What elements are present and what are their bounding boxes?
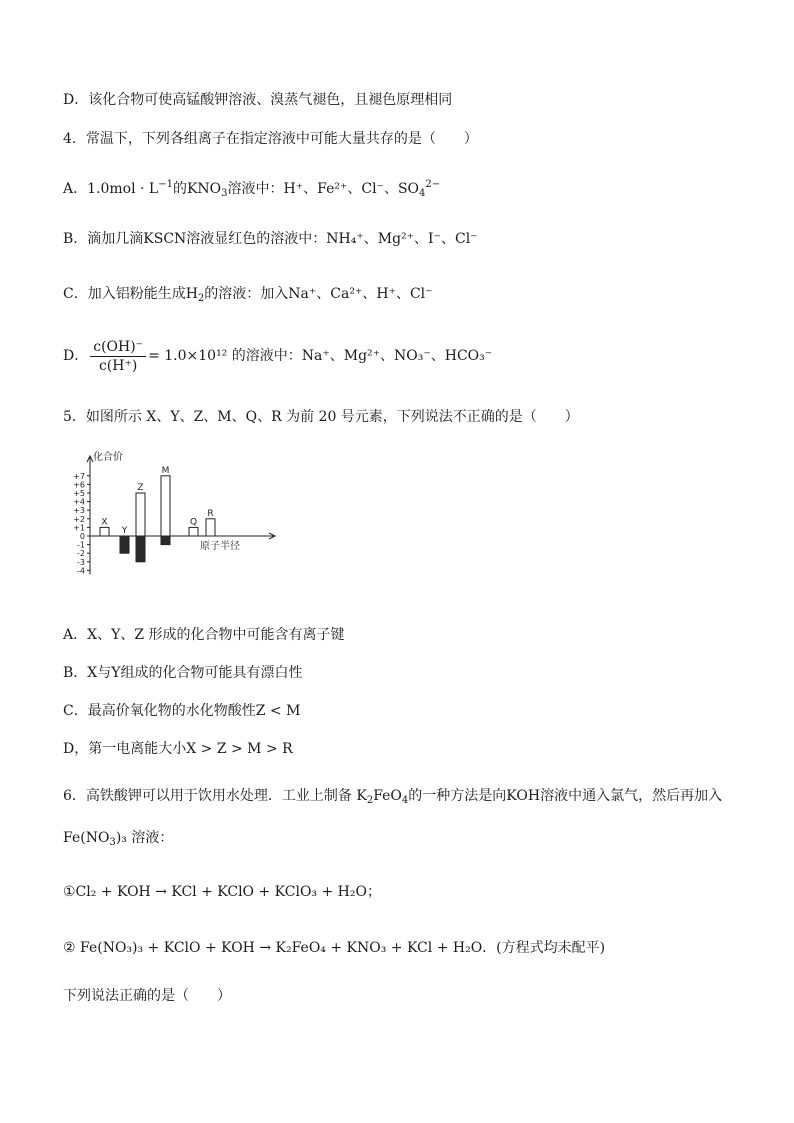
valence-radius-chart (60, 448, 300, 606)
q4-a-so4-sup: 2− (425, 179, 441, 190)
y-tick-label: +2 (73, 514, 85, 524)
bar-label-y: Y (121, 526, 128, 536)
q4-a-sub: 3 (221, 188, 228, 199)
q6-equation-1: ①Cl₂ + KOH → KCl + KClO + KClO₃ + H₂O； (63, 884, 381, 900)
y-tick-label: +1 (73, 523, 85, 533)
bar-positive-q (189, 527, 198, 536)
q4-a-mid: 的KNO (172, 181, 222, 197)
y-tick-label: +7 (73, 471, 85, 481)
q4-a-rest: 溶液中：H⁺、Fe²⁺、Cl⁻、SO (227, 181, 420, 197)
y-tick-label: +6 (73, 480, 85, 490)
q4-a-exp: −1 (158, 179, 173, 190)
q6-stem-mid: FeO (373, 788, 402, 804)
q5-option-b: B．X与Y组成的化合物可能具有漂白性 (63, 665, 303, 681)
q6-line2-sub: 3 (109, 837, 116, 848)
q5-option-d: D，第一电离能大小X > Z > M > R (63, 741, 293, 757)
q5-option-c: C．最高价氧化物的水化物酸性Z < M (63, 703, 301, 719)
bar-label-x: X (101, 517, 108, 528)
x-axis-label: 原子半径 (200, 541, 240, 552)
q5-option-a: A．X、Y、Z 形成的化合物中可能含有离子键 (63, 627, 345, 643)
y-tick-label: +4 (73, 497, 85, 507)
q4-c-sub: 2 (197, 293, 205, 304)
y-tick-label: 0 (79, 532, 85, 541)
q4-option-b: B．滴加几滴KSCN溶液显红色的溶液中：NH₄⁺、Mg²⁺、I⁻、Cl⁻ (63, 231, 478, 247)
q6-o-sub: 4 (401, 795, 409, 806)
bar-negative-m (161, 536, 170, 545)
q4-c-pre: C．加入铝粉能生成H (63, 286, 198, 302)
q6-line2-pre: Fe(NO (63, 830, 110, 846)
q6-line2-post: )₃ 溶液： (115, 830, 174, 846)
q4-d-rest: = 1.0×10¹² 的溶液中：Na⁺、Mg²⁺、NO₃⁻、HCO₃⁻ (148, 348, 493, 364)
y-tick-label: -3 (77, 557, 85, 567)
bar-positive-z (136, 493, 145, 536)
q6-line2 (63, 828, 173, 853)
q5-stem: 5．如图所示 X、Y、Z、M、Q、R 为前 20 号元素，下列说法不正确的是（ ） (63, 409, 579, 425)
q4-d-numerator: c(OH)⁻ (90, 338, 146, 357)
q4-c-post: 的溶液：加入Na⁺、Ca²⁺、H⁺、Cl⁻ (204, 286, 433, 302)
bar-negative-y (120, 536, 129, 553)
y-tick-label: +3 (73, 506, 85, 516)
q4-a-label: A．1.0mol · L (63, 181, 159, 197)
q4-d-fraction (90, 338, 146, 375)
q6-k-sub: 2 (366, 795, 374, 806)
q6-stem-pre: 6．高铁酸钾可以用于饮用水处理．工业上制备 K (63, 788, 367, 804)
q4-a-so4-sub: 4 (419, 188, 426, 199)
y-tick-label: +5 (73, 489, 85, 498)
q4-d-denominator: c(H⁺) (98, 357, 138, 374)
q4-option-d (63, 336, 492, 376)
q3-option-d: D．该化合物可使高锰酸钾溶液、溴蒸气褪色，且褪色原理相同 (63, 92, 453, 108)
bar-positive-x (100, 527, 109, 536)
q4-stem: 4．常温下，下列各组离子在指定溶液中可能大量共存的是（ ） (63, 131, 478, 147)
bar-label-q: Q (189, 517, 198, 528)
y-tick-label: -1 (77, 540, 85, 550)
q4-option-c (63, 284, 433, 309)
bar-negative-z (136, 536, 145, 562)
q6-stem-post: 的一种方法是向KOH溶液中通入氯气，然后再加入 (408, 788, 723, 804)
bar-label-z: Z (137, 483, 144, 493)
q6-question: 下列说法正确的是（ ） (63, 988, 231, 1004)
y-tick-label: -4 (77, 566, 85, 576)
y-tick-label: -2 (77, 549, 85, 559)
q4-d-label: D． (63, 348, 89, 364)
q6-stem (63, 786, 722, 811)
bar-positive-m (161, 476, 170, 536)
q6-equation-2: ② Fe(NO₃)₃ + KClO + KOH → K₂FeO₄ + KNO₃ + KCl + H₂O．(方程式均未配平) (63, 940, 606, 956)
bar-label-m: M (161, 465, 170, 476)
q4-option-a (63, 175, 440, 204)
bar-positive-r (206, 519, 215, 536)
bar-label-r: R (207, 508, 214, 519)
y-axis-label: 化合价 (93, 452, 123, 463)
